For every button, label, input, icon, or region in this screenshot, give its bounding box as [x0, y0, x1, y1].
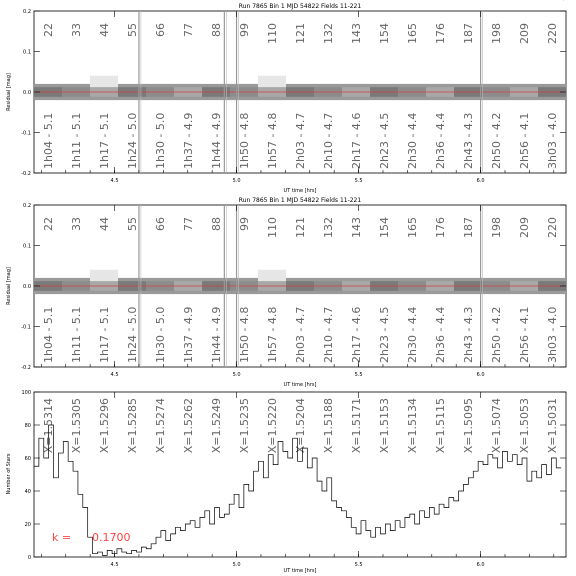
- x-axis-label: UT time [hrs]: [283, 188, 317, 194]
- x-tick-label: 5.0: [232, 562, 241, 568]
- histogram-point: [363, 520, 364, 521]
- k-label: k =: [52, 531, 72, 544]
- time-label: 2h36 - 4.4: [434, 306, 447, 363]
- y-tick-label: 20: [24, 522, 31, 528]
- residual-highlight: [258, 76, 286, 87]
- time-label: 1h24 - 5.0: [126, 112, 139, 169]
- x-tick-label: 6.0: [476, 372, 485, 378]
- histogram-point: [56, 478, 57, 479]
- time-label: 2h23 - 4.5: [378, 306, 391, 363]
- histogram-point: [534, 471, 535, 472]
- histogram-point: [90, 537, 91, 538]
- time-label: 3h03 - 4.0: [546, 306, 559, 363]
- histogram-point: [451, 497, 452, 498]
- histogram-point: [46, 458, 47, 459]
- field-label: 198: [490, 217, 503, 238]
- field-label: 110: [266, 217, 279, 238]
- histogram-point: [431, 507, 432, 508]
- airmass-label: X=1.5204: [294, 398, 307, 454]
- field-label: 77: [182, 23, 195, 37]
- y-tick-label: 80: [24, 423, 31, 429]
- histogram-point: [75, 471, 76, 472]
- histogram-point: [119, 548, 120, 549]
- field-label: 220: [546, 217, 559, 238]
- field-label: 88: [210, 217, 223, 231]
- field-label: 187: [462, 23, 475, 44]
- x-tick-label: 5.0: [232, 178, 241, 184]
- time-label: 1h50 - 4.8: [238, 112, 251, 169]
- histogram-point: [61, 453, 62, 454]
- histogram-point: [519, 464, 520, 465]
- histogram-point: [65, 441, 66, 442]
- histogram-point: [202, 517, 203, 518]
- time-label: 2h50 - 4.2: [490, 112, 503, 169]
- histogram-point: [378, 527, 379, 528]
- airmass-label: X=1.5249: [210, 398, 223, 454]
- histogram-point: [148, 548, 149, 549]
- time-label: 2h03 - 4.7: [294, 112, 307, 169]
- field-label: 132: [322, 217, 335, 238]
- time-label: 1h44 - 4.9: [210, 112, 223, 169]
- histogram-point: [256, 471, 257, 472]
- y-tick-label: 40: [24, 489, 31, 495]
- histogram-point: [539, 478, 540, 479]
- histogram-point: [183, 530, 184, 531]
- histogram-point: [197, 527, 198, 528]
- histogram-point: [471, 478, 472, 479]
- field-label: 55: [126, 23, 139, 37]
- histogram-point: [358, 534, 359, 535]
- histogram-point: [549, 474, 550, 475]
- histogram-point: [100, 552, 101, 553]
- histogram-point: [427, 517, 428, 518]
- x-axis-label: UT time [hrs]: [283, 568, 317, 574]
- histogram-point: [388, 524, 389, 525]
- time-label: 2h56 - 4.1: [518, 112, 531, 169]
- histogram-point: [266, 478, 267, 479]
- histogram-point: [241, 507, 242, 508]
- histogram-point: [290, 458, 291, 459]
- field-label: 110: [266, 23, 279, 44]
- time-label: 2h43 - 4.3: [462, 112, 475, 169]
- time-label: 2h17 - 4.6: [350, 306, 363, 363]
- field-label: 121: [294, 23, 307, 44]
- airmass-label: X=1.5220: [266, 398, 279, 454]
- histogram-point: [392, 530, 393, 531]
- histogram-point: [417, 524, 418, 525]
- field-label: 44: [98, 217, 111, 231]
- airmass-label: X=1.5296: [98, 398, 111, 454]
- histogram-point: [309, 468, 310, 469]
- histogram-point: [178, 527, 179, 528]
- field-label: 22: [42, 23, 55, 37]
- time-label: 1h11 - 5.1: [70, 306, 83, 363]
- airmass-label: X=1.5235: [238, 398, 251, 454]
- histogram-point: [480, 461, 481, 462]
- y-tick-label: 0.0: [23, 90, 31, 96]
- histogram-point: [456, 501, 457, 502]
- time-label: 1h30 - 5.0: [154, 112, 167, 169]
- field-label: 66: [154, 217, 167, 231]
- histogram-point: [217, 507, 218, 508]
- histogram-point: [236, 494, 237, 495]
- histogram-point: [246, 484, 247, 485]
- histogram-point: [500, 468, 501, 469]
- x-tick-label: 4.5: [110, 562, 119, 568]
- y-tick-label: 0: [27, 555, 31, 561]
- histogram-point: [51, 425, 52, 426]
- field-label: 33: [70, 217, 83, 231]
- y-tick-label: 0.1: [23, 49, 31, 56]
- field-label: 143: [350, 23, 363, 44]
- histogram-point: [36, 466, 37, 467]
- airmass-label: X=1.5095: [462, 398, 475, 454]
- histogram-point: [231, 504, 232, 505]
- x-tick-label: 5.5: [354, 178, 363, 184]
- histogram-point: [505, 451, 506, 452]
- histogram-point: [353, 527, 354, 528]
- histogram-point: [485, 464, 486, 465]
- panel-title: Run 7865 Bin 1 MJD 54822 Fields 11-221: [238, 3, 362, 10]
- field-label: 121: [294, 217, 307, 238]
- time-label: 1h11 - 5.1: [70, 112, 83, 169]
- histogram-point: [222, 517, 223, 518]
- airmass-label: X=1.5031: [546, 398, 559, 454]
- histogram-point: [544, 464, 545, 465]
- field-label: 154: [378, 23, 391, 44]
- airmass-label: X=1.5074: [490, 398, 503, 454]
- histogram-point: [305, 448, 306, 449]
- field-label: 88: [210, 23, 223, 37]
- field-label: 165: [406, 217, 419, 238]
- histogram-point: [446, 507, 447, 508]
- y-tick-label: 100: [21, 390, 31, 396]
- y-tick-label: -0.1: [21, 130, 31, 137]
- field-label: 132: [322, 23, 335, 44]
- field-label: 99: [238, 23, 251, 37]
- y-tick-label: 0.0: [23, 284, 31, 290]
- histogram-point: [314, 458, 315, 459]
- y-axis-label: Residual [mag]: [6, 267, 12, 305]
- field-label: 165: [406, 23, 419, 44]
- histogram-point: [251, 491, 252, 492]
- field-label: 66: [154, 23, 167, 37]
- field-label: 209: [518, 23, 531, 44]
- y-tick-label: 0.2: [23, 203, 31, 209]
- time-label: 2h03 - 4.7: [294, 306, 307, 363]
- histogram-point: [368, 530, 369, 531]
- histogram-point: [524, 458, 525, 459]
- field-label: 33: [70, 23, 83, 37]
- histogram-point: [412, 514, 413, 515]
- histogram-point: [129, 553, 130, 554]
- histogram-point: [339, 507, 340, 508]
- histogram-point: [134, 550, 135, 551]
- histogram-point: [334, 501, 335, 502]
- field-label: 209: [518, 217, 531, 238]
- field-label: 176: [434, 217, 447, 238]
- time-label: 1h17 - 5.1: [98, 112, 111, 169]
- histogram-point: [475, 471, 476, 472]
- airmass-label: X=1.5274: [154, 398, 167, 454]
- histogram-point: [173, 534, 174, 535]
- histogram-point: [510, 461, 511, 462]
- time-label: 2h10 - 4.7: [322, 112, 335, 169]
- time-label: 2h30 - 4.4: [406, 112, 419, 169]
- histogram-point: [168, 540, 169, 541]
- histogram-point: [553, 458, 554, 459]
- histogram-point: [349, 517, 350, 518]
- histogram-point: [285, 451, 286, 452]
- time-label: 2h10 - 4.7: [322, 306, 335, 363]
- histogram-point: [466, 484, 467, 485]
- time-label: 2h43 - 4.3: [462, 306, 475, 363]
- time-label: 1h44 - 4.9: [210, 306, 223, 363]
- histogram-point: [324, 491, 325, 492]
- time-label: 2h36 - 4.4: [434, 112, 447, 169]
- residual-highlight: [258, 270, 286, 281]
- time-label: 1h30 - 5.0: [154, 306, 167, 363]
- histogram-point: [295, 438, 296, 439]
- histogram-point: [397, 520, 398, 521]
- histogram-point: [41, 438, 42, 439]
- time-label: 1h04 - 5.1: [42, 306, 55, 363]
- time-label: 1h57 - 4.8: [266, 112, 279, 169]
- y-axis-label: Number of Stars: [6, 453, 12, 495]
- field-label: 143: [350, 217, 363, 238]
- time-label: 1h17 - 5.1: [98, 306, 111, 363]
- y-tick-label: -0.1: [21, 324, 31, 331]
- airmass-label: X=1.5053: [518, 398, 531, 454]
- field-label: 198: [490, 23, 503, 44]
- histogram-point: [85, 507, 86, 508]
- histogram-point: [109, 550, 110, 551]
- y-axis-label: Residual [mag]: [6, 73, 12, 111]
- histogram-point: [383, 534, 384, 535]
- histogram-point: [300, 461, 301, 462]
- field-label: 99: [238, 217, 251, 231]
- histogram-point: [319, 481, 320, 482]
- time-label: 2h50 - 4.2: [490, 306, 503, 363]
- time-label: 2h23 - 4.5: [378, 112, 391, 169]
- histogram-point: [104, 555, 105, 556]
- time-label: 2h17 - 4.6: [350, 112, 363, 169]
- histogram-point: [139, 552, 140, 553]
- residual-panel-middle: [6, 197, 566, 388]
- histogram-point: [373, 537, 374, 538]
- histogram-point: [558, 468, 559, 469]
- airmass-label: X=1.5153: [378, 398, 391, 454]
- x-tick-label: 5.5: [354, 562, 363, 568]
- histogram-point: [212, 524, 213, 525]
- histogram-point: [261, 461, 262, 462]
- x-tick-label: 6.0: [476, 562, 485, 568]
- field-label: 55: [126, 217, 139, 231]
- time-label: 3h03 - 4.0: [546, 112, 559, 169]
- histogram-point: [422, 511, 423, 512]
- histogram-point: [144, 547, 145, 548]
- x-tick-label: 5.0: [232, 372, 241, 378]
- histogram-point: [275, 464, 276, 465]
- airmass-label: X=1.5285: [126, 398, 139, 454]
- x-tick-label: 5.5: [354, 372, 363, 378]
- histogram-point: [495, 458, 496, 459]
- field-label: 176: [434, 23, 447, 44]
- field-label: 44: [98, 23, 111, 37]
- histogram-point: [163, 530, 164, 531]
- y-tick-label: -0.2: [21, 171, 31, 177]
- time-label: 2h56 - 4.1: [518, 306, 531, 363]
- histogram-point: [461, 491, 462, 492]
- histogram-point: [70, 461, 71, 462]
- field-label: 77: [182, 217, 195, 231]
- histogram-point: [95, 553, 96, 554]
- airmass-label: X=1.5134: [406, 398, 419, 454]
- histogram-point: [280, 441, 281, 442]
- time-label: 1h37 - 4.9: [182, 306, 195, 363]
- residual-highlight: [90, 76, 118, 87]
- histogram-point: [153, 544, 154, 545]
- airmass-label: X=1.5305: [70, 398, 83, 454]
- histogram-point: [192, 520, 193, 521]
- histogram-point: [226, 514, 227, 515]
- airmass-label: X=1.5262: [182, 398, 195, 454]
- field-label: 220: [546, 23, 559, 44]
- time-label: 1h24 - 5.0: [126, 306, 139, 363]
- airmass-label: X=1.5115: [434, 398, 447, 454]
- k-value: 0.1700: [92, 531, 131, 544]
- histogram-point: [80, 494, 81, 495]
- field-label: 154: [378, 217, 391, 238]
- y-tick-label: 0.2: [23, 9, 31, 15]
- time-label: 1h50 - 4.8: [238, 306, 251, 363]
- panel-title: Run 7865 Bin 1 MJD 54822 Fields 11-221: [238, 197, 362, 204]
- y-tick-label: 60: [24, 456, 31, 462]
- histogram-point: [270, 454, 271, 455]
- time-label: 1h04 - 5.1: [42, 112, 55, 169]
- airmass-label: X=1.5188: [322, 398, 335, 454]
- histogram-point: [207, 511, 208, 512]
- residual-panel-top: [6, 3, 566, 194]
- histogram-point: [407, 517, 408, 518]
- histogram-point: [187, 524, 188, 525]
- field-label: 187: [462, 217, 475, 238]
- time-label: 1h57 - 4.8: [266, 306, 279, 363]
- y-tick-label: 0.1: [23, 243, 31, 250]
- histogram-point: [402, 527, 403, 528]
- histogram-point: [529, 481, 530, 482]
- y-tick-label: -0.2: [21, 365, 31, 371]
- histogram-point: [436, 514, 437, 515]
- time-label: 1h37 - 4.9: [182, 112, 195, 169]
- x-axis-label: UT time [hrs]: [283, 382, 317, 388]
- histogram-point: [158, 537, 159, 538]
- residual-highlight: [90, 270, 118, 281]
- airmass-label: X=1.5314: [42, 398, 55, 454]
- x-tick-label: 6.0: [476, 178, 485, 184]
- histogram-point: [344, 511, 345, 512]
- histogram-point: [514, 454, 515, 455]
- histogram-point: [490, 454, 491, 455]
- histogram-point: [441, 504, 442, 505]
- field-label: 22: [42, 217, 55, 231]
- histogram-point: [329, 478, 330, 479]
- x-tick-label: 4.5: [110, 178, 119, 184]
- x-tick-label: 4.5: [110, 372, 119, 378]
- histogram-point: [124, 552, 125, 553]
- airmass-label: X=1.5171: [350, 398, 363, 454]
- time-label: 2h30 - 4.4: [406, 306, 419, 363]
